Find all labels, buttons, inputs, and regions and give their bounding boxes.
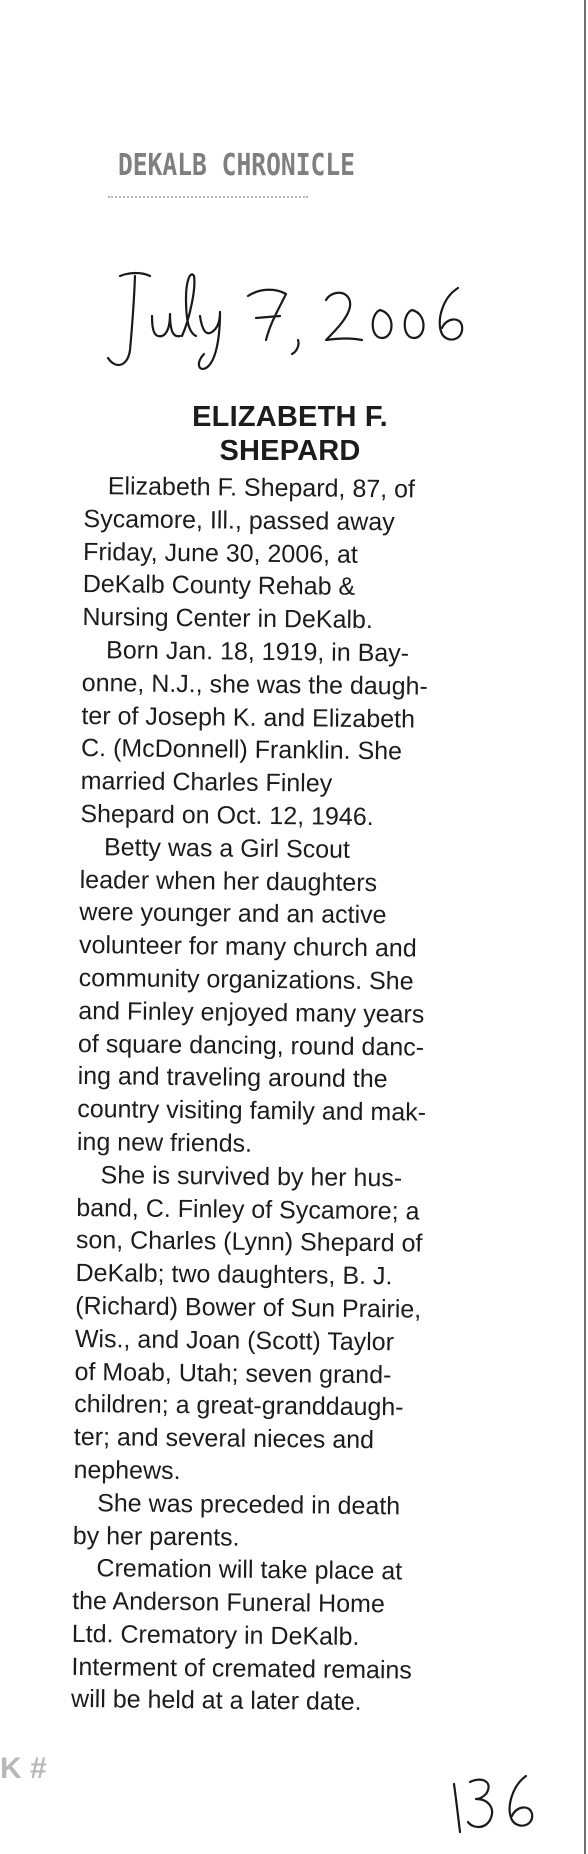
margin-mark: K # [0, 1752, 47, 1785]
article-line: community organizations. She [78, 963, 414, 996]
article-line: country visiting family and mak- [77, 1095, 427, 1127]
obituary-headline [160, 400, 420, 468]
article-line: of square dancing, round danc- [77, 1029, 425, 1062]
article-line: were younger and an active [79, 898, 387, 930]
article-line: volunteer for many church and [78, 931, 417, 963]
article-line: son, Charles (Lynn) Shepard of [75, 1226, 423, 1258]
article-line: DeKalb; two daughters, B. J. [75, 1259, 393, 1291]
article-line: and Finley enjoyed many years [78, 996, 425, 1029]
article-line: Elizabeth F. Shepard, 87, of [107, 472, 416, 504]
article-line: Betty was a Girl Scout [103, 832, 351, 864]
article-line: leader when her daughters [79, 865, 378, 897]
article-line: of Moab, Utah; seven grand- [74, 1357, 392, 1389]
article-line: Cremation will take place at [96, 1554, 403, 1586]
article-line: DeKalb County Rehab & [82, 570, 356, 602]
page-right-edge [584, 0, 586, 1854]
article-line: She is survived by her hus- [100, 1160, 403, 1193]
article-line: C. (McDonnell) Franklin. She [80, 734, 403, 766]
article-line: married Charles Finley [80, 767, 333, 798]
article-line: ing and traveling around the [77, 1062, 388, 1094]
article-line: the Anderson Funeral Home [72, 1587, 385, 1619]
article-line: Wis., and Joan (Scott) Taylor [74, 1324, 395, 1357]
obituary-article [71, 470, 454, 1720]
article-line: Born Jan. 18, 1919, in Bay- [105, 636, 410, 668]
article-line: Nursing Center in DeKalb. [82, 603, 374, 635]
article-line: onne, N.J., she was the daugh- [81, 668, 428, 701]
article-line: ing new friends. [76, 1127, 253, 1158]
article-line: Sycamore, Ill., passed away [83, 504, 395, 537]
handwritten-date-signature [90, 258, 490, 378]
article-line: She was preceded in death [97, 1488, 401, 1521]
handwritten-page-number [440, 1768, 550, 1838]
article-line: (Richard) Bower of Sun Prairie, [75, 1291, 422, 1324]
newspaper-stamp: DEKALB CHRONICLE [118, 148, 355, 183]
article-line: nephews. [73, 1455, 181, 1485]
article-line: Friday, June 30, 2006, at [82, 537, 358, 569]
article-line: Shepard on Oct. 12, 1946. [80, 799, 374, 832]
article-line: children; a great-granddaugh- [74, 1390, 404, 1422]
headline-line-1: ELIZABETH F. [192, 401, 388, 433]
article-line: band, C. Finley of Sycamore; a [76, 1193, 420, 1226]
stamp-smudge [108, 196, 308, 208]
article-line: ter of Joseph K. and Elizabeth [81, 701, 416, 734]
article-line: Interment of cremated remains [71, 1652, 413, 1685]
article-line: Ltd. Crematory in DeKalb. [71, 1619, 360, 1651]
article-line: will be held at a later date. [70, 1685, 362, 1717]
article-line: ter; and several nieces and [73, 1423, 375, 1455]
headline-line-2: SHEPARD [219, 435, 361, 467]
article-line: by her parents. [72, 1521, 240, 1552]
